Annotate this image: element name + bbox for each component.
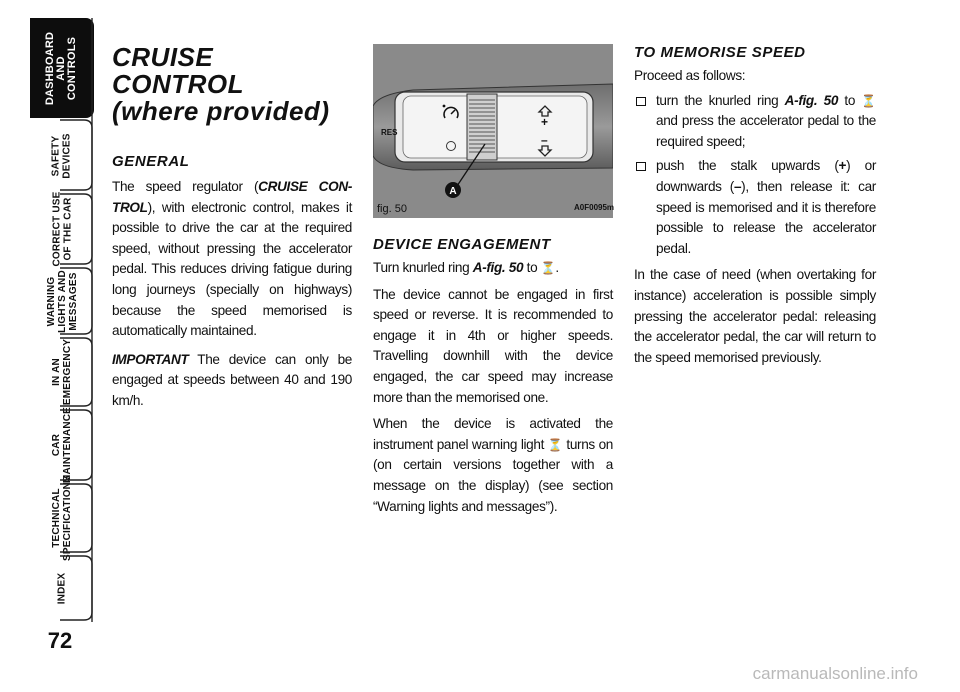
tab-label: INDEX xyxy=(56,572,68,604)
important-label: IMPORTANT xyxy=(112,351,189,367)
engagement-paragraph-2: The device cannot be engaged in first speed or reverse. It is recommended to engage it in 4th or higher speeds. Travelling downhill with the device engaged, the car speed may increase more than the memorised one. xyxy=(373,286,613,405)
list-item xyxy=(634,91,876,153)
memorise-paragraph-last: In the case of need (when overtaking for instance) acceleration is possible simply pressing the accelerator pedal: releasing the accelerator pedal, the car will return to the speed memorised previously. xyxy=(634,267,876,365)
engagement-paragraph-1 xyxy=(373,258,613,279)
general-paragraph xyxy=(112,177,352,342)
tab-label: CORRECT USE OF THE CAR xyxy=(51,191,74,267)
plus-label: + xyxy=(541,115,549,129)
tab-label: SAFETY DEVICES xyxy=(51,133,73,179)
text-run: and press the accelerator pedal to the required speed; xyxy=(656,113,876,149)
tab-label: DASHBOARD AND CONTROLS xyxy=(44,31,79,105)
watermark: carmanualsonline.info xyxy=(752,664,918,683)
page-title: CRUISE CONTROL (where provided) xyxy=(112,42,330,126)
text-run: Turn knurled ring xyxy=(373,260,473,275)
text-run: push the stalk upwards ( xyxy=(656,158,839,174)
text-run: turn the knurled ring xyxy=(656,92,785,108)
important-paragraph xyxy=(112,350,352,412)
text-run-bold: + xyxy=(838,158,847,174)
res-label: RES xyxy=(381,128,398,137)
text-run: turns on (on certain versions together with a message on the display) (see section “Warning lights and messages”). xyxy=(373,436,614,514)
tab-label: WARNING LIGHTS AND MESSAGES xyxy=(45,269,79,333)
section-heading-engagement: DEVICE ENGAGEMENT xyxy=(373,236,551,253)
checkbox-bullet-icon xyxy=(636,162,646,171)
figure-caption: fig. 50 xyxy=(377,203,407,215)
text-run: to xyxy=(523,260,541,275)
tab-label: TECHNICAL SPECIFICATIONS xyxy=(51,475,73,561)
tab-outline xyxy=(30,18,100,622)
text-run: ) or downwards ( xyxy=(656,158,876,194)
cruise-control-icon: ⏳ xyxy=(540,261,556,275)
bullet-text xyxy=(656,156,876,259)
memorise-intro: Proceed as follows: xyxy=(634,68,746,83)
list-item xyxy=(634,156,876,259)
column-right xyxy=(634,44,876,368)
column-middle xyxy=(373,236,613,517)
page-number: 72 xyxy=(47,628,73,653)
text-run: ), with electronic control, makes it possible to drive the car at the required speed, without pressing the accelerator pedal. This reduces driving fatigue during long journeys (specially on highways) because the speed memorised is automatically maintained. xyxy=(112,199,352,339)
tab-label: CAR MAINTENANCE xyxy=(51,406,73,484)
checkbox-bullet-icon xyxy=(636,97,646,106)
cruise-control-icon: ⏳ xyxy=(861,93,877,108)
marker-a: A xyxy=(449,186,457,197)
column-left xyxy=(112,44,352,412)
tab-label: IN AN EMERGENCY xyxy=(51,338,74,406)
text-run: The speed regulator ( xyxy=(112,179,259,194)
figure-cruise-stalk xyxy=(373,44,613,218)
minus-label: – xyxy=(541,133,548,147)
text-run-bold: – xyxy=(733,178,742,194)
text-run: to xyxy=(838,92,862,108)
section-heading-memorise: TO MEMORISE SPEED xyxy=(634,44,806,61)
text-run: ), then release it: car speed is memorised and it is therefore possible to release the accelerator pedal. xyxy=(656,178,876,256)
cruise-control-icon: ⏳ xyxy=(547,437,563,452)
text-run: . xyxy=(555,260,559,275)
text-run: When the device is activated the instrument panel warning light xyxy=(373,416,613,452)
stalk-illustration xyxy=(373,44,613,218)
text-run: The device can only be engaged at speeds between 40 and 190 km/h. xyxy=(112,351,352,408)
text-run-bold: CRUISE CON-TROL xyxy=(112,179,352,215)
text-run-bold: A-fig. 50 xyxy=(784,92,839,108)
bullet-text xyxy=(656,91,876,153)
figure-code: A0F0095m xyxy=(574,203,615,212)
section-heading-general: GENERAL xyxy=(112,153,190,170)
engagement-paragraph-3 xyxy=(373,414,613,517)
text-run-bold: A-fig. 50 xyxy=(472,260,524,275)
